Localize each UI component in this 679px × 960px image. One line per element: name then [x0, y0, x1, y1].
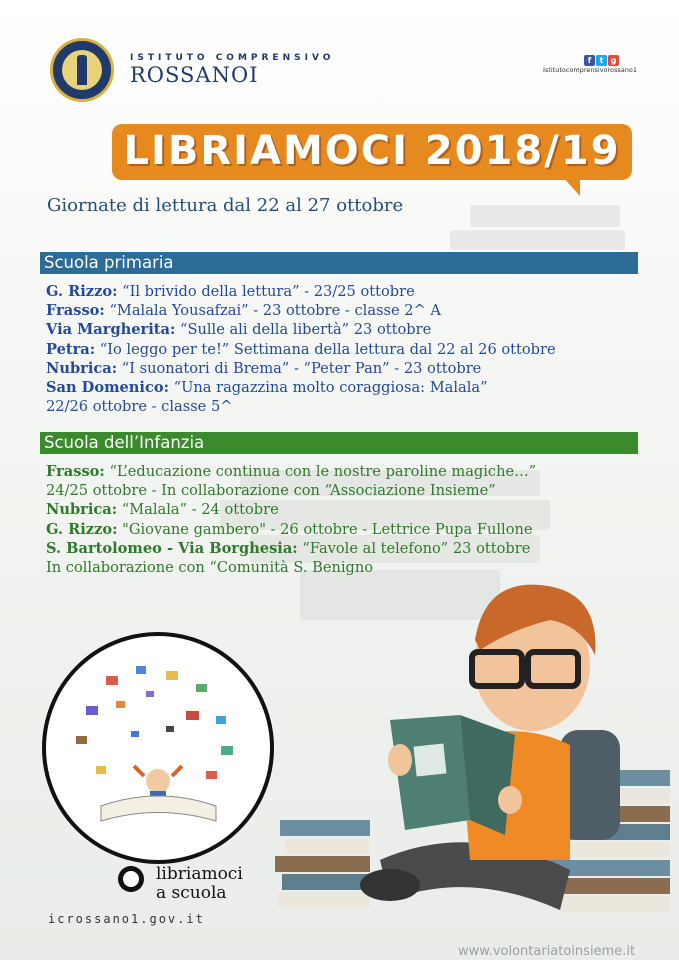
facebook-icon[interactable]: f — [584, 55, 595, 66]
social-icons — [584, 48, 620, 67]
school-seal-logo — [50, 38, 114, 102]
list-item: Frasso: “L’educazione continua con le nostre paroline magiche…” — [46, 463, 537, 480]
school-subtitle: ISTITUTO COMPRENSIVO — [130, 53, 335, 63]
boy-reading-illustration — [270, 570, 679, 940]
list-item: G. Rizzo: "Giovane gambero" - 26 ottobre - Lettrice Pupa Fullone — [46, 520, 533, 538]
infanzia-list — [46, 462, 536, 577]
libriamoci-emblem — [42, 632, 274, 864]
list-item: Nubrica: “Malala” - 24 ottobre — [46, 501, 279, 519]
flying-books-illustration — [46, 636, 270, 860]
subtitle: Giornate di lettura dal 22 al 27 ottobre — [47, 195, 404, 216]
school-name: ROSSANOI — [130, 63, 259, 87]
list-item: Petra: “Io leggo per te!” Settimana della lettura dal 22 al 26 ottobre — [46, 340, 556, 358]
watermark: www.volontariatoinsieme.it — [458, 944, 636, 959]
libriamoci-logo — [118, 866, 144, 892]
list-item: San Domenico: “Una ragazzina molto coraggiosa: Malala” — [46, 379, 488, 397]
primaria-list — [46, 282, 556, 416]
list-item: Via Margherita: “Sulle ali della libertà” 23 ottobre — [46, 321, 432, 339]
brand-line-2: a scuola — [156, 883, 227, 903]
list-item: G. Rizzo: “Il brivido della lettura” - 23/25 ottobre — [46, 283, 415, 300]
list-item: 24/25 ottobre - In collaborazione con “Associazione Insieme” — [46, 482, 496, 500]
twitter-icon[interactable]: t — [596, 55, 607, 66]
section-heading-primaria: Scuola primaria — [40, 252, 638, 274]
background-book — [450, 230, 625, 250]
section-heading-infanzia: Scuola dell’Infanzia — [40, 432, 638, 454]
list-item: 22/26 ottobre - classe 5^ — [46, 398, 233, 416]
background-book — [470, 205, 620, 227]
list-item: Nubrica: “I suonatori di Brema” - “Peter Pan” - 23 ottobre — [46, 359, 482, 377]
google-plus-icon[interactable]: g — [608, 55, 619, 66]
speech-bubble-tail — [562, 176, 580, 196]
list-item: In collaborazione con “Comunità S. Benigno — [46, 559, 374, 577]
list-item: Frasso: “Malala Yousafzai” - 23 ottobre - classe 2^ A — [46, 302, 441, 320]
list-item: S. Bartolomeo - Via Borghesia: “Favole al telefono” 23 ottobre — [46, 539, 531, 557]
page-title: LIBRIAMOCI 2018/19 — [123, 128, 621, 174]
school-website[interactable]: icrossano1.gov.it — [48, 912, 205, 926]
brand-line-1: libriamoci — [156, 864, 243, 884]
social-handle: Istitutocomprensivorossano1 — [543, 66, 638, 74]
